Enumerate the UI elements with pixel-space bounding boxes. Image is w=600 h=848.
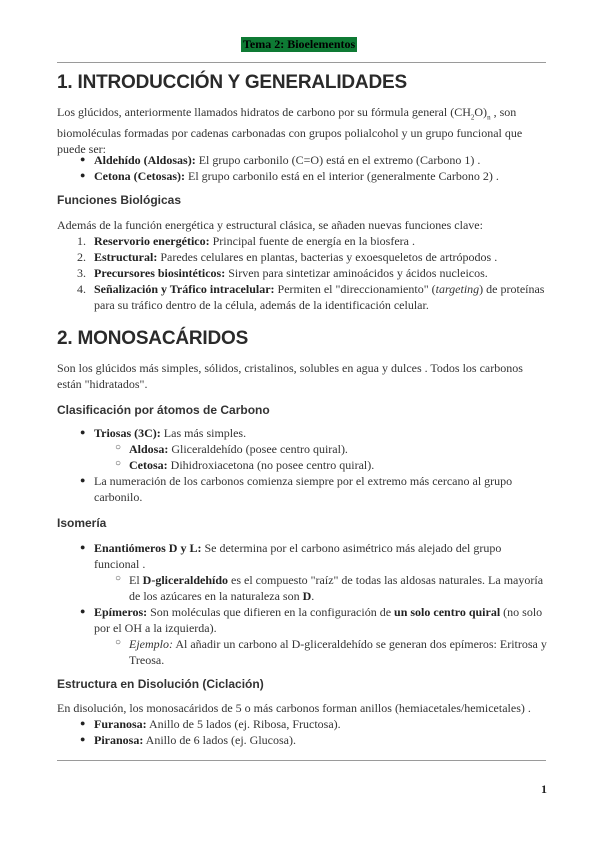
list-number: 2.	[77, 250, 86, 264]
section-1-intro: Los glúcidos, anteriormente llamados hidratos de carbono por su fórmula general $(CH_2O)_n$ , son biomoléculas formadas por cadenas carbonadas con grupos polialcohol y un grupo funcional que puede ser:	[57, 105, 523, 157]
section-2-intro: Son los glúcidos más simples, sólidos, cristalinos, solubles en agua y dulces . Todos los carbonos están "hidratados".	[57, 361, 523, 391]
bullet-icon: ●	[80, 734, 86, 744]
list-item-aldosa: Aldosa: Gliceraldehído (posee centro quiral).	[129, 442, 348, 456]
sub-bullet-icon: ○	[115, 637, 122, 648]
bullet-icon: ●	[80, 154, 86, 164]
list-item-epimeros: Epímeros: Son moléculas que difieren en la configuración de un solo centro quiral (no solo por el OH a la izquierda).	[94, 605, 543, 635]
funcion-item: Señalización y Tráfico intracelular: Permiten el "direccionamiento" (targeting) de proteínas para su tráfico dentro de la célula, además de la identificación celular.	[94, 282, 545, 312]
list-item-ejemplo: Ejemplo: Al añadir un carbono al D-gliceraldehído se generan dos epímeros: Eritrosa y Treosa.	[129, 637, 547, 667]
list-item-numeracion: La numeración de los carbonos comienza siempre por el extremo más cercano al grupo carbonilo.	[94, 474, 513, 504]
list-item-furanosa: Furanosa: Anillo de 5 lados (ej. Ribosa, Fructosa).	[94, 717, 341, 731]
list-number: 3.	[77, 266, 86, 280]
list-number: 1.	[77, 234, 86, 248]
page-number: 1	[541, 782, 547, 796]
sub-bullet-icon: ○	[115, 442, 122, 453]
list-item-aldehido: Aldehído (Aldosas): El grupo carbonilo (C=O) está en el extremo (Carbono 1) .	[94, 153, 481, 167]
list-item-cetosa: Cetosa: Dihidroxiacetona (no posee centro quiral).	[129, 458, 375, 472]
isomeria-heading: Isomería	[57, 516, 107, 530]
estructura-heading: Estructura en Disolución (Ciclación)	[57, 677, 264, 691]
funcion-item: Estructural: Paredes celulares en plantas, bacterias y exoesqueletos de artrópodos .	[94, 250, 498, 264]
header-divider	[57, 62, 546, 63]
bullet-icon: ●	[80, 718, 86, 728]
estructura-intro: En disolución, los monosacáridos de 5 o más carbonos forman anillos (hemiacetales/hemicetales) .	[57, 701, 531, 715]
footer-divider	[57, 760, 546, 761]
funcion-item: Precursores biosintéticos: Sirven para sintetizar aminoácidos y ácidos nucleicos.	[94, 266, 488, 280]
funciones-heading: Funciones Biológicas	[57, 193, 182, 207]
funcion-item: Reservorio energético: Principal fuente de energía en la biosfera .	[94, 234, 415, 248]
list-item-piranosa: Piranosa: Anillo de 6 lados (ej. Glucosa).	[94, 733, 296, 747]
list-item-enantiomeros: Enantiómeros D y L: Se determina por el carbono asimétrico más alejado del grupo funcional .	[94, 541, 502, 571]
list-item-d-gliceraldehido: El D-gliceraldehído es el compuesto "raíz" de todas las aldosas naturales. La mayoría de los azúcares en la naturaleza son D.	[129, 573, 544, 603]
funciones-intro: Además de la función energética y estructural clásica, se añaden nuevas funciones clave:	[57, 218, 483, 232]
header-topic-tag: Tema 2: Bioelementos	[243, 37, 356, 51]
bullet-icon: ●	[80, 606, 86, 616]
list-number: 4.	[77, 282, 86, 296]
bullet-icon: ●	[80, 427, 86, 437]
clasificacion-heading: Clasificación por átomos de Carbono	[57, 403, 270, 417]
list-item-triosas: Triosas (3C): Las más simples.	[94, 426, 247, 440]
section-2-title: 2. MONOSACÁRIDOS	[57, 328, 249, 349]
bullet-icon: ●	[80, 542, 86, 552]
bullet-icon: ●	[80, 170, 86, 180]
sub-bullet-icon: ○	[115, 458, 122, 469]
list-item-cetona: Cetona (Cetosas): El grupo carbonilo está en el interior (generalmente Carbono 2) .	[94, 169, 499, 183]
section-1-title: 1. INTRODUCCIÓN Y GENERALIDADES	[57, 72, 407, 93]
sub-bullet-icon: ○	[115, 573, 122, 584]
bullet-icon: ●	[80, 475, 86, 485]
